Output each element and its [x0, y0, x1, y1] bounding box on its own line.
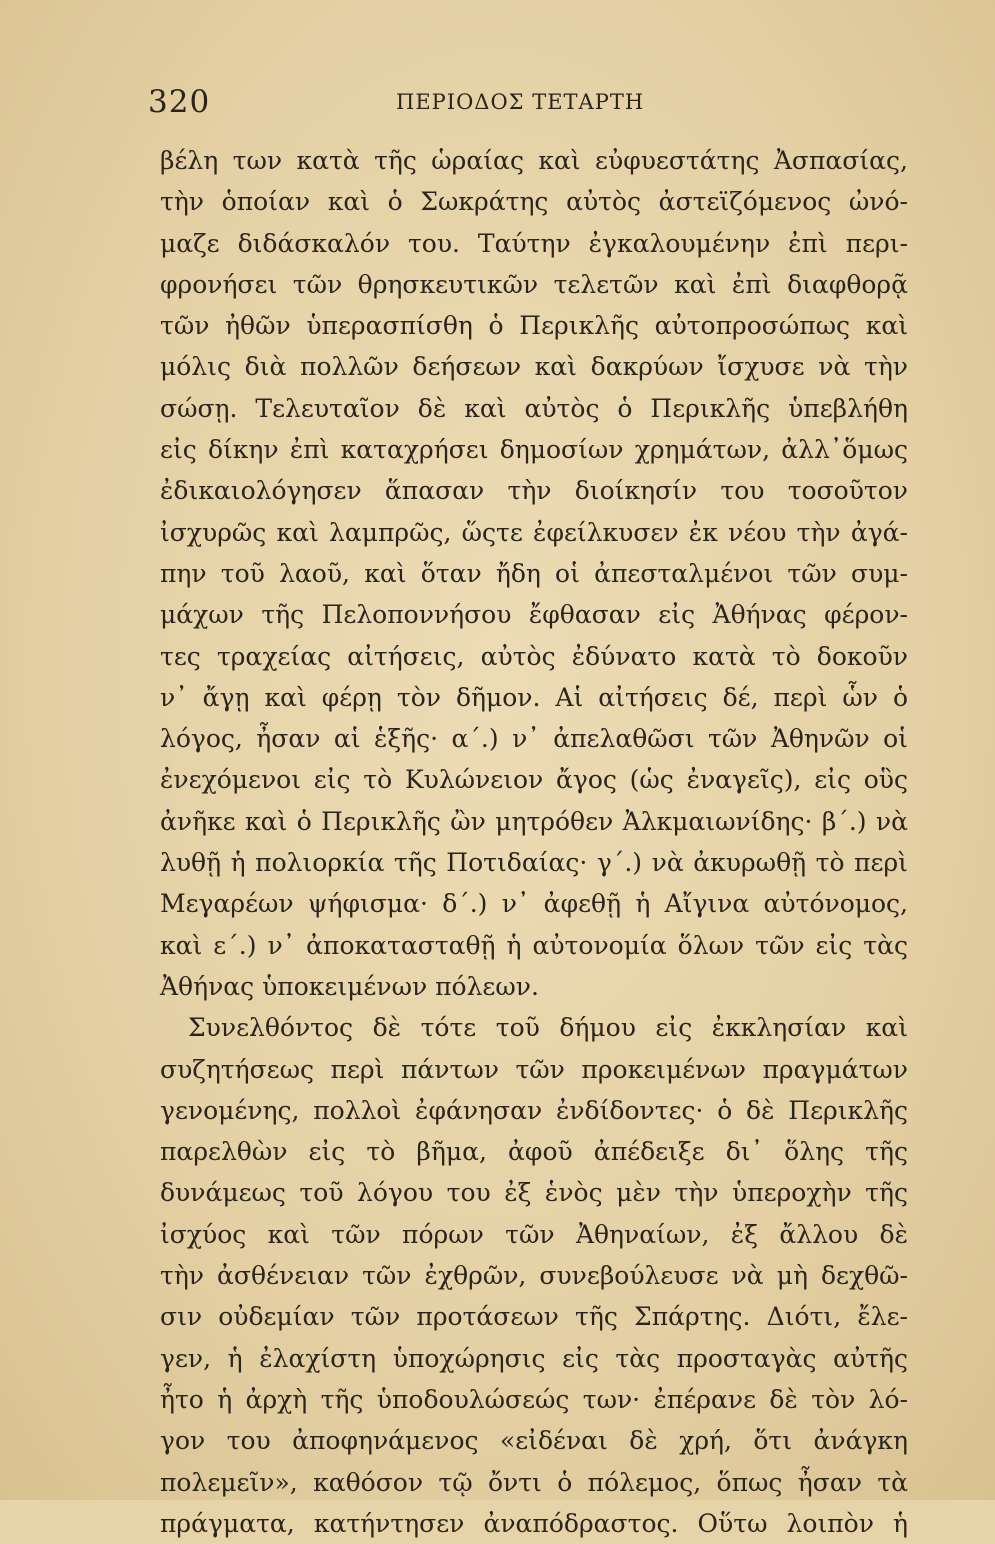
page-number: 320	[148, 84, 211, 120]
text-line: φρονήσει τῶν θρησκευτικῶν τελετῶν καὶ ἐπὶ διαφθορᾷ	[160, 269, 908, 299]
text-line: μόλις διὰ πολλῶν δεήσεων καὶ δακρύων ἴσχυσε νὰ τὴν	[160, 352, 908, 382]
text-line: τες τραχείας αἰτήσεις, αὐτὸς ἐδύνατο κατὰ τὸ δοκοῦν	[160, 641, 908, 671]
paragraph-end-line: Ἀθήνας ὑποκειμένων πόλεων.	[160, 971, 539, 1001]
text-line: ἰσχύος καὶ τῶν πόρων τῶν Ἀθηναίων, ἐξ ἄλλου δὲ	[160, 1219, 908, 1249]
text-line: συζητήσεως περὶ πάντων τῶν προκειμένων πραγμάτων	[160, 1054, 908, 1084]
text-line: λόγος, ἦσαν αἱ ἑξῆς· α΄.) ν᾽ ἀπελαθῶσι τῶν Ἀθηνῶν οἱ	[160, 724, 908, 754]
running-title: ΠΕΡΙΟΔΟΣ ΤΕΤΑΡΤΗ	[396, 90, 645, 114]
text-line: ἐδικαιολόγησεν ἅπασαν τὴν διοίκησίν του τοσοῦτον	[160, 476, 908, 506]
text-line: γον του ἀποφηνάμενος «εἰδέναι δὲ χρή, ὅτι ἀνάγκη	[160, 1426, 908, 1456]
text-line: λυθῇ ἡ πολιορκία τῆς Ποτιδαίας· γ΄.) νὰ ἀκυρωθῇ τὸ περὶ	[160, 848, 908, 878]
text-line: σώσῃ. Τελευταῖον δὲ καὶ αὐτὸς ὁ Περικλῆς ὑπεβλήθη	[160, 393, 908, 423]
text-line: ν᾽ ἄγῃ καὶ φέρῃ τὸν δῆμον. Αἱ αἰτήσεις δέ, περὶ ὧν ὁ	[160, 682, 908, 712]
text-line: τῶν ἠθῶν ὑπερασπίσθη ὁ Περικλῆς αὐτοπροσώπως καὶ	[160, 311, 908, 341]
text-line: μάχων τῆς Πελοποννήσου ἔφθασαν εἰς Ἀθήνας φέρον-	[160, 600, 908, 630]
text-line: γεν, ἡ ἐλαχίστη ὑποχώρησις εἰς τὰς προσταγὰς αὐτῆς	[160, 1343, 908, 1373]
text-line: μαζε διδάσκαλόν του. Ταύτην ἐγκαλουμένην ἐπὶ περι-	[160, 228, 908, 258]
text-line: παρελθὼν εἰς τὸ βῆμα, ἀφοῦ ἀπέδειξε δι᾽ ὅλης τῆς	[160, 1137, 908, 1167]
text-line: ἰσχυρῶς καὶ λαμπρῶς, ὥςτε ἐφείλκυσεν ἐκ νέου τὴν ἀγά-	[160, 517, 908, 547]
text-line: βέλη των κατὰ τῆς ὡραίας καὶ εὐφυεστάτης Ἀσπασίας,	[160, 146, 908, 175]
text-line: ἦτο ἡ ἀρχὴ τῆς ὑποδουλώσεώς των· ἐπέρανε δὲ τὸν λό-	[160, 1384, 908, 1414]
text-line: σιν οὐδεμίαν τῶν προτάσεων τῆς Σπάρτης. Διότι, ἔλε-	[160, 1302, 908, 1332]
paragraph-start-line: Συνελθόντος δὲ τότε τοῦ δήμου εἰς ἐκκλησίαν καὶ	[188, 1013, 908, 1043]
text-line: πράγματα, κατήντησεν ἀναπόδραστος. Οὕτω λοιπὸν ἡ	[160, 1508, 908, 1538]
text-line: Μεγαρέων ψήφισμα· δ΄.) ν᾽ ἀφεθῇ ἡ Αἴγινα αὐτόνομος,	[160, 889, 908, 919]
text-line: πολεμεῖν», καθόσον τῷ ὄντι ὁ πόλεμος, ὅπως ἦσαν τὰ	[160, 1467, 908, 1497]
page-header	[148, 84, 908, 128]
text-line: τὴν ὁποίαν καὶ ὁ Σωκράτης αὐτὸς ἀστεϊζόμενος ὠνό-	[160, 187, 908, 217]
text-line: γενομένης, πολλοὶ ἐφάνησαν ἐνδίδοντες· ὁ δὲ Περικλῆς	[160, 1095, 908, 1125]
text-line: καὶ ε΄.) ν᾽ ἀποκατασταθῇ ἡ αὐτονομία ὅλων τῶν εἰς τὰς	[160, 930, 908, 960]
text-line: ἀνῆκε καὶ ὁ Περικλῆς ὢν μητρόθεν Ἀλκμαιωνίδης· β΄.) νὰ	[160, 806, 908, 836]
text-line: τὴν ἀσθένειαν τῶν ἐχθρῶν, συνεβούλευσε νὰ μὴ δεχθῶ-	[160, 1261, 908, 1291]
text-line: δυνάμεως τοῦ λόγου του ἐξ ἑνὸς μὲν τὴν ὑπεροχὴν τῆς	[160, 1178, 908, 1208]
text-line: ἐνεχόμενοι εἰς τὸ Κυλώνειον ἄγος (ὡς ἐναγεῖς), εἰς οὓς	[160, 765, 908, 795]
body-text	[160, 140, 908, 1544]
text-line: εἰς δίκην ἐπὶ καταχρήσει δημοσίων χρημάτων, ἀλλ᾽ὅμως	[160, 435, 908, 465]
text-line: πην τοῦ λαοῦ, καὶ ὅταν ἤδη οἱ ἀπεσταλμένοι τῶν συμ-	[160, 558, 908, 588]
